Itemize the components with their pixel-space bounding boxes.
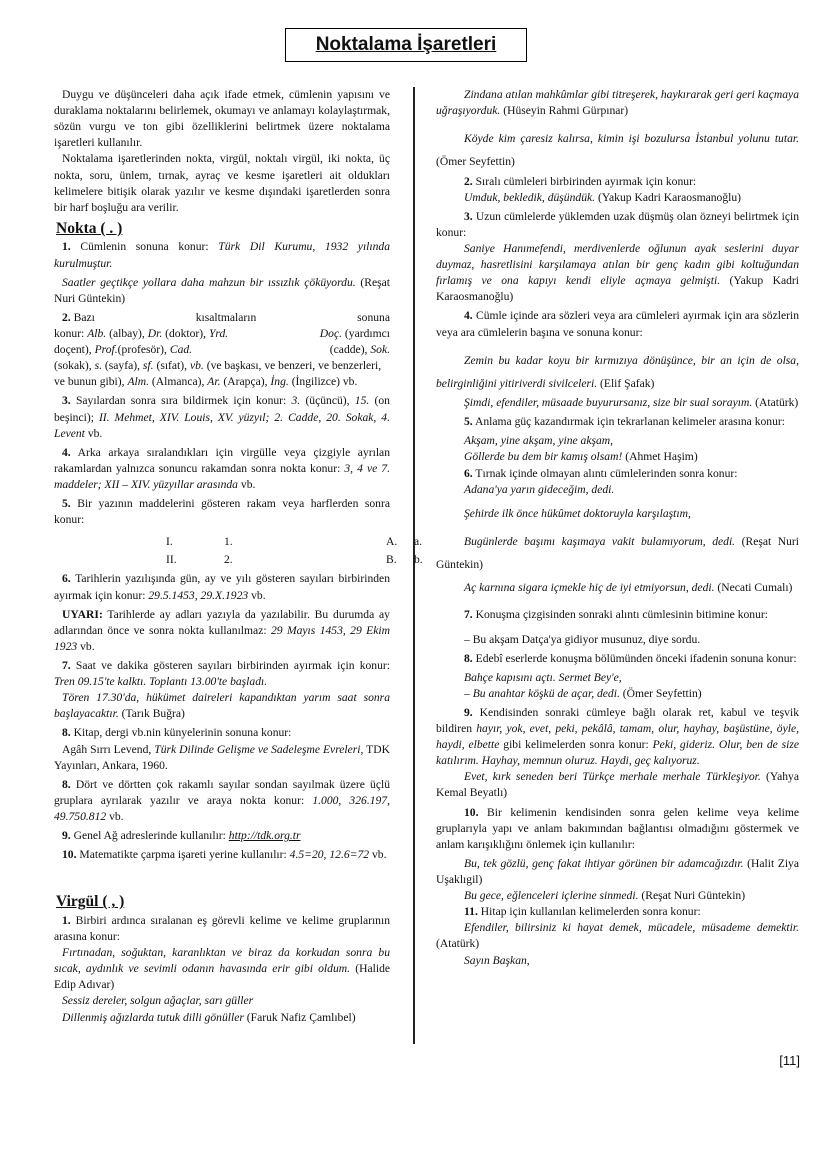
nokta-rule-8b: 8. Dört ve dörtten çok rakamlı sayılar sondan sayılmak üzere üçlü gruplara ayrılarak yazılır ve araya nokta konur: 1.000, 326.197, 49.750.812 vb. xyxy=(54,777,391,824)
nokta-rule-10: 10. Matematikte çarpma işareti yerine kullanılır: 4.5=20, 12.6=72 vb. xyxy=(62,848,387,862)
virgul-rule-6-example-2: Şehirde ilk önce hükûmet doktoruyla karşılaştım, xyxy=(464,506,691,520)
nokta-heading: Nokta ( . ) xyxy=(56,219,123,237)
virgul-rule-6-example-3: Bugünlerde başımı kaşımaya vakit bulamıyorum, dedi. (Reşat Nuri Güntekin) xyxy=(436,534,799,572)
virgul-rule-10-example-1: Bu, tek gözlü, genç fakat ihtiyar görünen bir adamcağızdır. (Halit Ziya Uşaklıgil) xyxy=(436,856,799,887)
nokta-rule-7: 7. Saat ve dakika gösteren sayıları birbirinden ayırmak için konur: Tren 09.15'te kalktı. Toplantı 13.00'te başladı. xyxy=(54,659,390,689)
virgul-rule-9-example: Evet, kırk seneden beri Türkçe merhale merhale Türkleşiyor. (Yahya Kemal Beyatlı) xyxy=(436,770,799,800)
virgul-rule-5-example-1: Akşam, yine akşam, yine akşam, xyxy=(464,434,614,448)
virgul-rule-4: 4. Cümle içinde ara sözleri veya ara cümleleri ayırmak için ara sözlerin veya ara cümlelerin başına ve sonuna konur: xyxy=(436,309,799,339)
virgul-rule-10-example-2: Bu gece, eğlenceleri içlerine sinmedi. (Reşat Nuri Güntekin) xyxy=(464,889,746,903)
virgul-rule-7: 7. Konuşma çizgisinden sonraki alıntı cümlesinin bitimine konur: xyxy=(464,608,768,622)
table-cell: A. xyxy=(386,535,398,549)
virgul-rule-8-example-2: – Bu anahtar köşkü de açar, dedi. (Ömer Seyfettin) xyxy=(464,686,702,700)
virgul-rule-1-example-2: Sessiz dereler, solgun ağaçlar, sarı güller xyxy=(62,994,254,1008)
virgul-rule-1: 1. Birbiri ardınca sıralanan eş görevli kelime ve kelime gruplarının arasına konur: xyxy=(54,913,390,943)
virgul-rule-3: 3. Uzun cümlelerde yüklemden uzak düşmüş olan özneyi belirtmek için konur: xyxy=(436,209,799,239)
virgul-rule-6: 6. Tırnak içinde olmayan alıntı cümlelerinden sonra konur: xyxy=(464,466,738,480)
nokta-rule-4: 4. Arka arkaya sıralandıkları için virgülle veya çizgiyle ayrılan rakamlardan yalnızca sonuncu rakamdan sonra nokta konur: 3, 4 ve 7. maddeler; XII – XIV. yüzyıllar arasında vb. xyxy=(54,445,390,491)
nokta-rule-5: 5. Bir yazının maddelerini gösteren rakam veya harflerden sonra konur: xyxy=(54,497,390,527)
tdk-link[interactable]: http://tdk.org.tr xyxy=(228,829,301,843)
nokta-rule-8a: 8. Kitap, dergi vb.nin künyelerinin sonuna konur: xyxy=(62,726,292,740)
virgul-rule-10: 10. Bir kelimenin kendisinden sonra gelen kelime veya kelime gruplarıyla yapı ve anlam bakımından bağlantısı olmadığını göstermek ve anlam karışıklığını önlemek için kullanılır: xyxy=(436,805,799,851)
virgul-rule-11: 11. Hitap için kullanılan kelimelerden sonra konur: xyxy=(464,905,701,919)
virgul-rule-5-example-2: Göllerde bu dem bir kamış olsam! (Ahmet Haşim) xyxy=(464,450,698,464)
virgul-rule-7-example: – Bu akşam Datça'ya gidiyor musunuz, diye sordu. xyxy=(464,632,701,646)
list-markers-table xyxy=(166,534,423,568)
table-cell: 1. xyxy=(224,535,233,549)
uyari-note: UYARI: Tarihlerde ay adları yazıyla da yazılabilir. Bu durumda ay adlarından önce ve sonra nokta kullanılmaz: 29 Mayıs 1453, 29 Ekim 1923 vb. xyxy=(54,607,390,653)
left-column xyxy=(54,87,423,1026)
virgul-rule-3-example: Saniye Hanımefendi, merdivenlerde oğlunun ayak seslerini duyar duymaz, hasretlisini karşılamaya atılan bir genç kadın gibi koltuğundan fırlamış ve ona kapıyı kendi eliyle açmaya gelmişti. (Yakup Kadri Karaosmanoğlu) xyxy=(436,242,800,304)
table-cell: I. xyxy=(166,535,173,549)
virgul-example-koyde: Köyde kim çaresiz kalırsa, kimin işi bozulursa İstanbul yolunu tutar. (Ömer Seyfettin) xyxy=(436,132,799,169)
intro-paragraph-2: Noktalama işaretlerinden nokta, virgül, noktalı virgül, iki nokta, üç nokta, soru, ünlem, tırnak, ayraç ve kesme işaretleri ait oldukları kelimelere bitişik olarak yazılır ve kesme dışındaki işaretlerden sonra bir harf boşluğu ara verilir. xyxy=(54,152,390,214)
table-cell: II. xyxy=(166,553,177,567)
right-column xyxy=(436,87,799,969)
table-cell: 2. xyxy=(224,553,233,567)
nokta-rule-1-example: Saatler geçtikçe yollara daha mahzun bir ıssızlık çöküyordu. (Reşat Nuri Güntekin) xyxy=(54,275,390,305)
table-cell: a. xyxy=(414,535,423,549)
virgul-heading: Virgül ( , ) xyxy=(56,893,125,911)
nokta-rule-6: 6. Tarihlerin yazılışında gün, ay ve yılı gösteren sayıları birbirinden ayırmak için konur: 29.5.1453, 29.X.1923 vb. xyxy=(54,572,390,602)
virgul-rule-4-example-2: Şimdi, efendiler, müsaade buyurursanız, size bir sual sorayım. (Atatürk) xyxy=(464,396,799,410)
virgul-rule-1-example-1: Fırtınadan, soğuktan, karanlıktan ve biraz da korkudan sonra bu sıcak, aydınlık ve sevimli odanın havasında erir gibi oldum. (Halide Edip Adıvar) xyxy=(54,946,391,992)
virgul-rule-5: 5. Anlama güç kazandırmak için tekrarlanan kelimeler arasına konur: xyxy=(464,415,785,429)
virgul-rule-11-example-2: Sayın Başkan, xyxy=(464,953,530,967)
virgul-rule-8-example-1: Bahçe kapısını açtı. Sermet Bey'e, xyxy=(464,670,622,684)
page-title: Noktalama İşaretleri xyxy=(315,33,497,55)
virgul-rule-6-example-4: Aç karnına sigara içmekle hiç de iyi etmiyorsun, dedi. (Necati Cumalı) xyxy=(464,581,793,595)
nokta-rule-2: 2. Bazı kısaltmaların sonuna konur: Alb. (albay), Dr. (doktor), Yrd. Doç. (yardımcı doçent), Prof.(profesör), Cad. (cadde), Sok. (sokak), s. (sayfa), sf. (sıfat), vb. (ve başkası, ve benzeri, ve benzerleri, ve bunun gibi), Alm. (Almanca), Ar. (Arapça), İng. (İngilizce) vb. xyxy=(54,310,390,389)
virgul-rule-2: 2. Sıralı cümleleri birbirinden ayırmak için konur: xyxy=(464,174,697,188)
virgul-rule-6-example-1: Adana'ya yarın gideceğim, dedi. xyxy=(464,482,615,496)
virgul-example-continued: Zindana atılan mahkûmlar gibi titreşerek, haykırarak geri geri kaçmaya uğraşıyorduk. (Hüseyin Rahmi Gürpınar) xyxy=(436,88,799,118)
nokta-rule-8a-example: Agâh Sırrı Levend, Türk Dilinde Gelişme ve Sadeleşme Evreleri, TDK Yayınları, Ankara, 1960. xyxy=(54,742,390,772)
page-number: [11] xyxy=(779,1053,800,1068)
virgul-rule-1-example-3: Dillenmiş ağızlarda tutuk dilli gönüller (Faruk Nafiz Çamlıbel) xyxy=(62,1010,356,1024)
virgul-rule-8: 8. Edebî eserlerde konuşma bölümünden önceki ifadenin sonuna konur: xyxy=(464,651,797,665)
nokta-rule-3: 3. Sayılardan sonra sıra bildirmek için konur: 3. (üçüncü), 15. (on beşinci); II. Mehmet, XIV. Louis, XV. yüzyıl; 2. Cadde, 20. Sokak, 4. Levent vb. xyxy=(54,394,391,440)
virgul-rule-4-example-1: Zemin bu kadar koyu bir kırmızıya dönüşünce, bir an için de olsa, belirginliğini yitiriverdi sivilceleri. (Elif Şafak) xyxy=(436,353,799,390)
nokta-rule-7-example: Tören 17.30'da, hükümet daireleri kapandıktan yarım saat sonra başlayacaktır. (Tarık Buğra) xyxy=(54,691,390,721)
nokta-rule-9: 9. Genel Ağ adreslerinde kullanılır: http://tdk.org.tr xyxy=(62,829,301,843)
virgul-rule-2-example: Umduk, bekledik, düşündük. (Yakup Kadri Karaosmanoğlu) xyxy=(464,190,742,204)
intro-paragraph-1: Duygu ve düşünceleri daha açık ifade etmek, cümlenin yapısını ve duraklama noktalarını belirlemek, okumayı ve anlamayı kolaylaştırmak, sözün vurgu ve ton gibi özelliklerini belirtmek üzere noktalama işaretleri kullanılır. xyxy=(54,88,390,150)
table-cell: B. xyxy=(386,553,397,567)
table-cell: b. xyxy=(414,553,423,567)
virgul-rule-9: 9. Kendisinden sonraki cümleye bağlı olarak ret, kabul ve teşvik bildiren hayır, yok, evet, peki, pekâlâ, tamam, olur, hayhay, başüstüne, öyle, haydi, elbette gibi kelimelerden sonra konur: Peki, gideriz. Olur, ben de size katılırım. Hayhay, memnun oluruz. Haydi, geç kalıyoruz. xyxy=(436,705,800,768)
nokta-rule-1: 1. Cümlenin sonuna konur: Türk Dil Kurumu, 1932 yılında kurulmuştur. xyxy=(54,240,390,270)
title-box xyxy=(285,28,527,62)
virgul-rule-11-example-1: Efendiler, bilirsiniz ki hayat demek, mücadele, müsademe demektir. (Atatürk) xyxy=(436,921,799,951)
